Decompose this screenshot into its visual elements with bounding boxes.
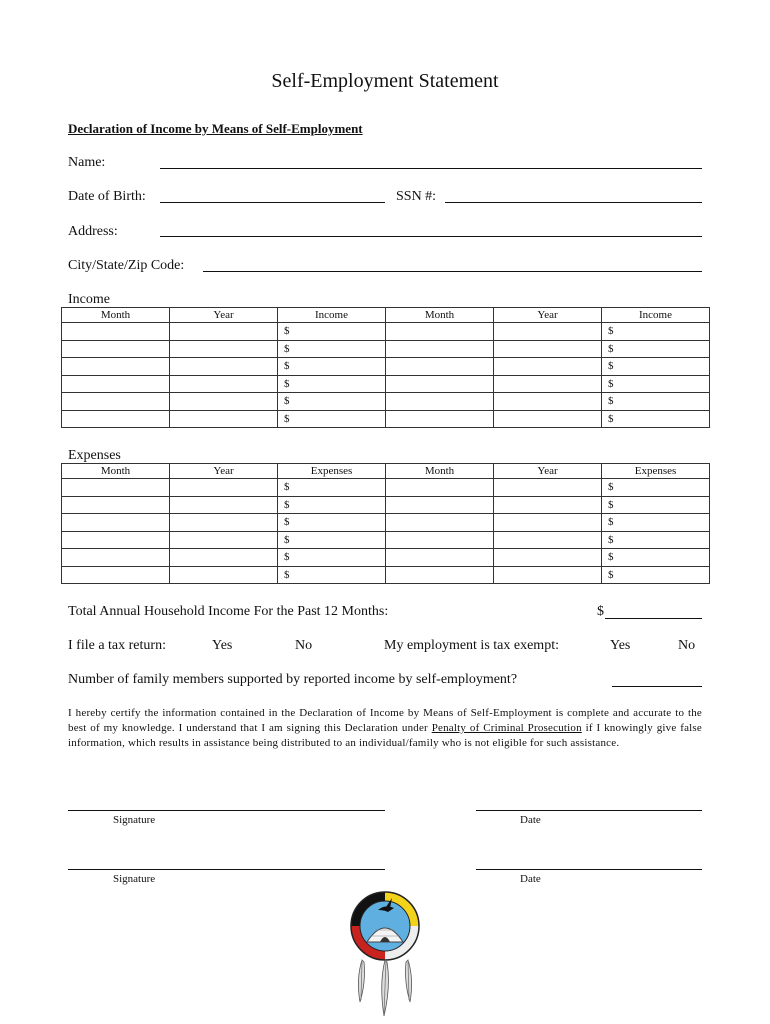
tax-return-no[interactable]: No bbox=[295, 638, 313, 653]
expenses-cell[interactable] bbox=[386, 496, 494, 514]
expenses-header-row bbox=[62, 464, 710, 479]
expenses-cell[interactable] bbox=[170, 531, 278, 549]
income-amount-cell[interactable]: $ bbox=[602, 393, 710, 411]
expenses-cell[interactable] bbox=[386, 531, 494, 549]
expenses-label: Expenses bbox=[68, 448, 121, 463]
income-row bbox=[62, 340, 710, 358]
income-cell[interactable] bbox=[386, 410, 494, 428]
income-row bbox=[62, 323, 710, 341]
total-currency: $ bbox=[597, 604, 604, 619]
expenses-amount-cell[interactable]: $ bbox=[278, 479, 386, 497]
family-members-label: Number of family members supported by reported income by self-employment? bbox=[68, 672, 518, 687]
expenses-cell[interactable] bbox=[62, 549, 170, 567]
ssn-label: SSN #: bbox=[396, 189, 437, 204]
certification-part2: if I knowingly give false information, which results in assistance being distributed to an individual/family who is not eligible for such assistance. bbox=[68, 722, 702, 749]
expenses-cell[interactable] bbox=[494, 549, 602, 567]
income-cell[interactable] bbox=[170, 393, 278, 411]
income-header: Income bbox=[278, 308, 386, 323]
expenses-header: Year bbox=[494, 464, 602, 479]
date-caption-1: Date bbox=[520, 814, 541, 826]
income-amount-cell[interactable]: $ bbox=[278, 358, 386, 376]
dob-field[interactable] bbox=[160, 202, 385, 203]
signature-caption-1: Signature bbox=[113, 814, 156, 826]
income-cell[interactable] bbox=[494, 410, 602, 428]
income-cell[interactable] bbox=[494, 375, 602, 393]
expenses-cell[interactable] bbox=[62, 514, 170, 532]
expenses-cell[interactable] bbox=[170, 479, 278, 497]
expenses-table bbox=[61, 463, 710, 584]
income-cell[interactable] bbox=[62, 358, 170, 376]
expenses-cell[interactable] bbox=[494, 479, 602, 497]
income-amount-cell[interactable]: $ bbox=[602, 375, 710, 393]
address-label: Address: bbox=[68, 224, 118, 239]
income-amount-cell[interactable]: $ bbox=[602, 323, 710, 341]
city-label: City/State/Zip Code: bbox=[68, 258, 185, 273]
expenses-amount-cell[interactable]: $ bbox=[602, 496, 710, 514]
expenses-amount-cell[interactable]: $ bbox=[602, 531, 710, 549]
expenses-amount-cell[interactable]: $ bbox=[278, 496, 386, 514]
certification-text bbox=[68, 706, 702, 751]
penalty-text: Penalty of Criminal Prosecution bbox=[431, 722, 582, 734]
tax-exempt-label: My employment is tax exempt: bbox=[384, 638, 559, 653]
expenses-cell[interactable] bbox=[494, 566, 602, 584]
income-cell[interactable] bbox=[170, 410, 278, 428]
income-header: Year bbox=[494, 308, 602, 323]
expenses-header: Month bbox=[386, 464, 494, 479]
expenses-cell[interactable] bbox=[386, 566, 494, 584]
income-amount-cell[interactable]: $ bbox=[602, 358, 710, 376]
feathers-icon bbox=[358, 960, 411, 1016]
expenses-row bbox=[62, 549, 710, 567]
date-line-1[interactable] bbox=[476, 810, 702, 811]
section-subtitle: Declaration of Income by Means of Self-Employment bbox=[68, 121, 363, 136]
signature-line-1[interactable] bbox=[68, 810, 385, 811]
income-cell[interactable] bbox=[494, 358, 602, 376]
expenses-amount-cell[interactable]: $ bbox=[602, 549, 710, 567]
expenses-header: Year bbox=[170, 464, 278, 479]
family-members-field[interactable] bbox=[612, 686, 702, 687]
income-header: Year bbox=[170, 308, 278, 323]
expenses-cell[interactable] bbox=[170, 549, 278, 567]
income-amount-cell[interactable]: $ bbox=[278, 323, 386, 341]
signature-caption-2: Signature bbox=[113, 873, 156, 885]
expenses-amount-cell[interactable]: $ bbox=[278, 566, 386, 584]
date-caption-2: Date bbox=[520, 873, 541, 885]
expenses-row bbox=[62, 566, 710, 584]
income-amount-cell[interactable]: $ bbox=[602, 340, 710, 358]
dob-label: Date of Birth: bbox=[68, 189, 146, 204]
expenses-amount-cell[interactable]: $ bbox=[602, 566, 710, 584]
expenses-row bbox=[62, 496, 710, 514]
income-cell[interactable] bbox=[494, 340, 602, 358]
income-cell[interactable] bbox=[62, 410, 170, 428]
income-cell[interactable] bbox=[170, 340, 278, 358]
income-header: Month bbox=[386, 308, 494, 323]
expenses-cell[interactable] bbox=[386, 479, 494, 497]
date-line-2[interactable] bbox=[476, 869, 702, 870]
income-row bbox=[62, 375, 710, 393]
income-amount-cell[interactable]: $ bbox=[278, 410, 386, 428]
income-cell[interactable] bbox=[170, 323, 278, 341]
expenses-header: Expenses bbox=[278, 464, 386, 479]
income-cell[interactable] bbox=[494, 393, 602, 411]
income-row bbox=[62, 393, 710, 411]
name-field[interactable] bbox=[160, 168, 702, 169]
expenses-cell[interactable] bbox=[170, 496, 278, 514]
income-amount-cell[interactable]: $ bbox=[278, 340, 386, 358]
expenses-cell[interactable] bbox=[62, 479, 170, 497]
address-field[interactable] bbox=[160, 236, 702, 237]
name-label: Name: bbox=[68, 155, 106, 170]
tax-exempt-no[interactable]: No bbox=[678, 638, 696, 653]
income-cell[interactable] bbox=[386, 375, 494, 393]
city-field[interactable] bbox=[203, 271, 702, 272]
total-income-field[interactable] bbox=[605, 618, 702, 619]
income-cell[interactable] bbox=[62, 375, 170, 393]
income-row bbox=[62, 410, 710, 428]
expenses-amount-cell[interactable]: $ bbox=[278, 531, 386, 549]
income-header-row bbox=[62, 308, 710, 323]
expenses-amount-cell[interactable]: $ bbox=[278, 514, 386, 532]
income-cell[interactable] bbox=[62, 323, 170, 341]
certification-part1: I hereby certify the information contained in the Declaration of Income by Means of Self-Employment is complete and accurate to the best of my knowledge. I understand that I am signing this Declaration under bbox=[68, 707, 702, 734]
tax-return-label: I file a tax return: bbox=[68, 638, 166, 653]
expenses-cell[interactable] bbox=[494, 514, 602, 532]
income-cell[interactable] bbox=[386, 358, 494, 376]
income-row bbox=[62, 358, 710, 376]
expenses-cell[interactable] bbox=[170, 514, 278, 532]
expenses-cell[interactable] bbox=[494, 531, 602, 549]
expenses-row bbox=[62, 514, 710, 532]
income-table bbox=[61, 307, 710, 428]
ssn-field[interactable] bbox=[445, 202, 702, 203]
expenses-cell[interactable] bbox=[62, 496, 170, 514]
expenses-amount-cell[interactable]: $ bbox=[602, 479, 710, 497]
income-cell[interactable] bbox=[62, 393, 170, 411]
page-title: Self-Employment Statement bbox=[271, 70, 499, 92]
income-label: Income bbox=[68, 292, 110, 307]
income-cell[interactable] bbox=[386, 340, 494, 358]
expenses-cell[interactable] bbox=[386, 549, 494, 567]
income-amount-cell[interactable]: $ bbox=[278, 375, 386, 393]
expenses-amount-cell[interactable]: $ bbox=[278, 549, 386, 567]
income-amount-cell[interactable]: $ bbox=[602, 410, 710, 428]
expenses-cell[interactable] bbox=[494, 496, 602, 514]
income-cell[interactable] bbox=[62, 340, 170, 358]
dreamcatcher-logo bbox=[340, 884, 430, 1019]
expenses-header: Month bbox=[62, 464, 170, 479]
expenses-cell[interactable] bbox=[62, 566, 170, 584]
income-cell[interactable] bbox=[386, 323, 494, 341]
expenses-amount-cell[interactable]: $ bbox=[602, 514, 710, 532]
tax-exempt-yes[interactable]: Yes bbox=[610, 638, 631, 653]
income-cell[interactable] bbox=[494, 323, 602, 341]
income-amount-cell[interactable]: $ bbox=[278, 393, 386, 411]
tax-return-yes[interactable]: Yes bbox=[212, 638, 233, 653]
income-cell[interactable] bbox=[170, 358, 278, 376]
expenses-cell[interactable] bbox=[386, 514, 494, 532]
income-cell[interactable] bbox=[170, 375, 278, 393]
total-income-label: Total Annual Household Income For the Past 12 Months: bbox=[68, 604, 389, 619]
logo-ring-icon bbox=[351, 892, 419, 960]
expenses-row bbox=[62, 479, 710, 497]
expenses-header: Expenses bbox=[602, 464, 710, 479]
expenses-row bbox=[62, 531, 710, 549]
income-cell[interactable] bbox=[386, 393, 494, 411]
expenses-cell[interactable] bbox=[170, 566, 278, 584]
expenses-cell[interactable] bbox=[62, 531, 170, 549]
signature-line-2[interactable] bbox=[68, 869, 385, 870]
income-header: Month bbox=[62, 308, 170, 323]
income-header: Income bbox=[602, 308, 710, 323]
